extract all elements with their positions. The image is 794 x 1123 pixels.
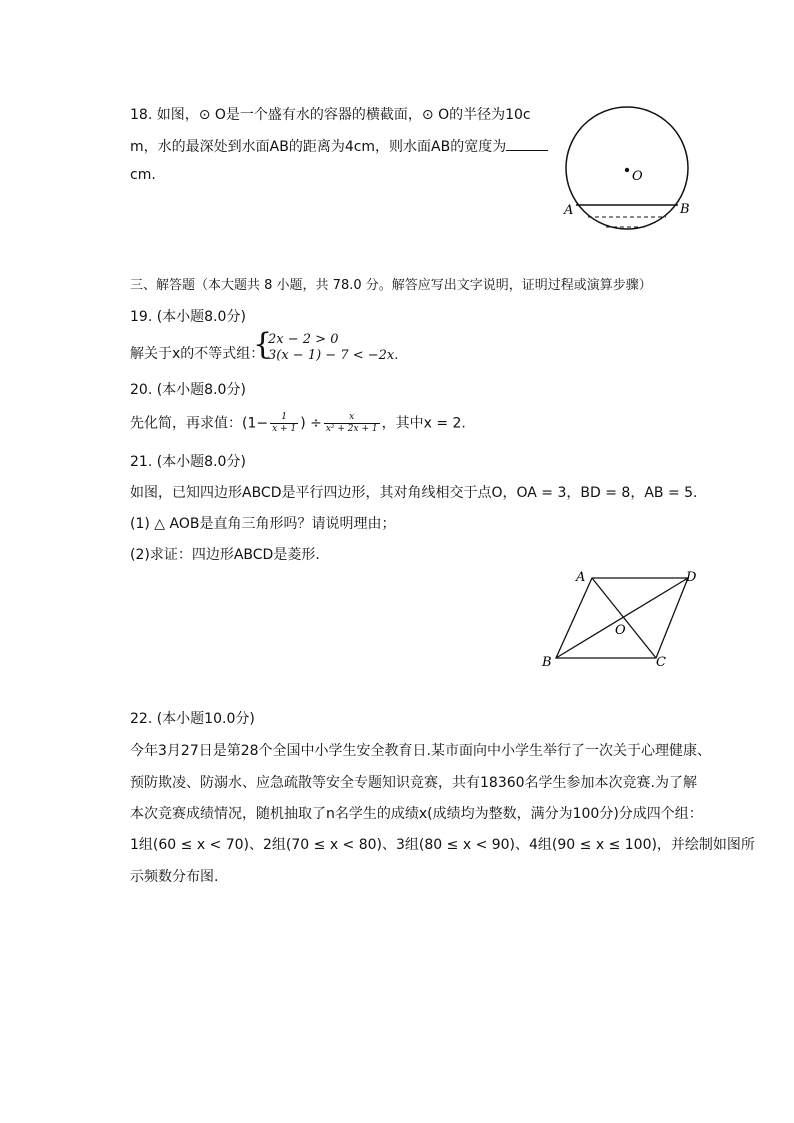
q21-head: 21. (本小题8.0分) [130, 454, 246, 470]
diagonal-ac [592, 578, 656, 658]
fraction-2 [324, 412, 380, 435]
q22-head: 22. (本小题10.0分) [130, 711, 255, 727]
q20-mid: ) ÷ [300, 415, 322, 432]
label-b: B [542, 655, 552, 670]
q22-line5: 示频数分布图. [130, 869, 219, 885]
q19-ineq2: 3(x − 1) − 7 < −2x. [268, 348, 399, 363]
fraction-2-num: x [324, 412, 380, 424]
label-o: O [632, 169, 643, 184]
q22-line2: 预防欺凌、防溺水、应急疏散等安全专题知识竞赛，共有18360名学生参加本次竞赛.为了解 [130, 775, 697, 791]
q18-line2 [130, 136, 548, 156]
q21-part2: (2)求证：四边形ABCD是菱形. [130, 547, 320, 563]
fraction-2-den: x² + 2x + 1 [325, 424, 378, 434]
answer-blank[interactable] [506, 138, 548, 151]
label-a: A [576, 570, 586, 585]
section-title: 三、解答题（本大题共 8 小题，共 78.0 分。解答应写出文字说明，证明过程或演算步骤） [130, 278, 652, 293]
circle-container-figure [560, 96, 700, 241]
fraction-1 [270, 412, 298, 435]
q22-line1: 今年3月27日是第28个全国中小学生安全教育日.某市面向中小学生举行了一次关于心理健康、 [130, 743, 711, 759]
q20-suffix: ，其中x = 2. [381, 415, 466, 432]
q19-ineq1: 2x − 2 > 0 [268, 332, 339, 347]
q21-stem: 如图，已知四边形ABCD是平行四边形，其对角线相交于点O，OA = 3，BD = 8，AB = 5. [130, 485, 698, 501]
fraction-1-num: 1 [270, 412, 298, 424]
label-b: B [680, 202, 690, 217]
q18-line1: 18. 如图，⊙ O是一个盛有水的容器的横截面，⊙ O的半径为10c [130, 107, 531, 123]
fraction-1-den: x + 1 [272, 424, 297, 434]
diagonal-bd [556, 578, 688, 658]
q22-line4: 1组(60 ≤ x < 70)、2组(70 ≤ x < 80)、3组(80 ≤ x < 90)、4组(90 ≤ x ≤ 100)，并绘制如图所 [130, 837, 755, 853]
center-dot [625, 168, 629, 172]
parallelogram-figure [536, 566, 706, 676]
label-a: A [564, 203, 574, 218]
q19-head: 19. (本小题8.0分) [130, 309, 246, 325]
q18-line3: cm. [130, 167, 156, 183]
q20-expression [130, 412, 466, 435]
label-d: D [686, 570, 697, 585]
q22-line3: 本次竞赛成绩情况，随机抽取了n名学生的成绩x(成绩均为整数，满分为100分)分成四个组： [130, 806, 703, 822]
label-c: C [656, 655, 666, 670]
q20-prefix: 先化简，再求值：(1− [130, 415, 269, 432]
q20-head: 20. (本小题8.0分) [130, 382, 246, 398]
q19-prefix: 解关于x的不等式组： [130, 346, 265, 362]
q21-part1: (1) △ AOB是直角三角形吗？请说明理由； [130, 516, 396, 532]
label-o: O [615, 623, 626, 638]
system-brace: { [253, 327, 273, 362]
q18-line2-text: m，水的最深处到水面AB的距离为4cm，则水面AB的宽度为 [130, 139, 507, 155]
